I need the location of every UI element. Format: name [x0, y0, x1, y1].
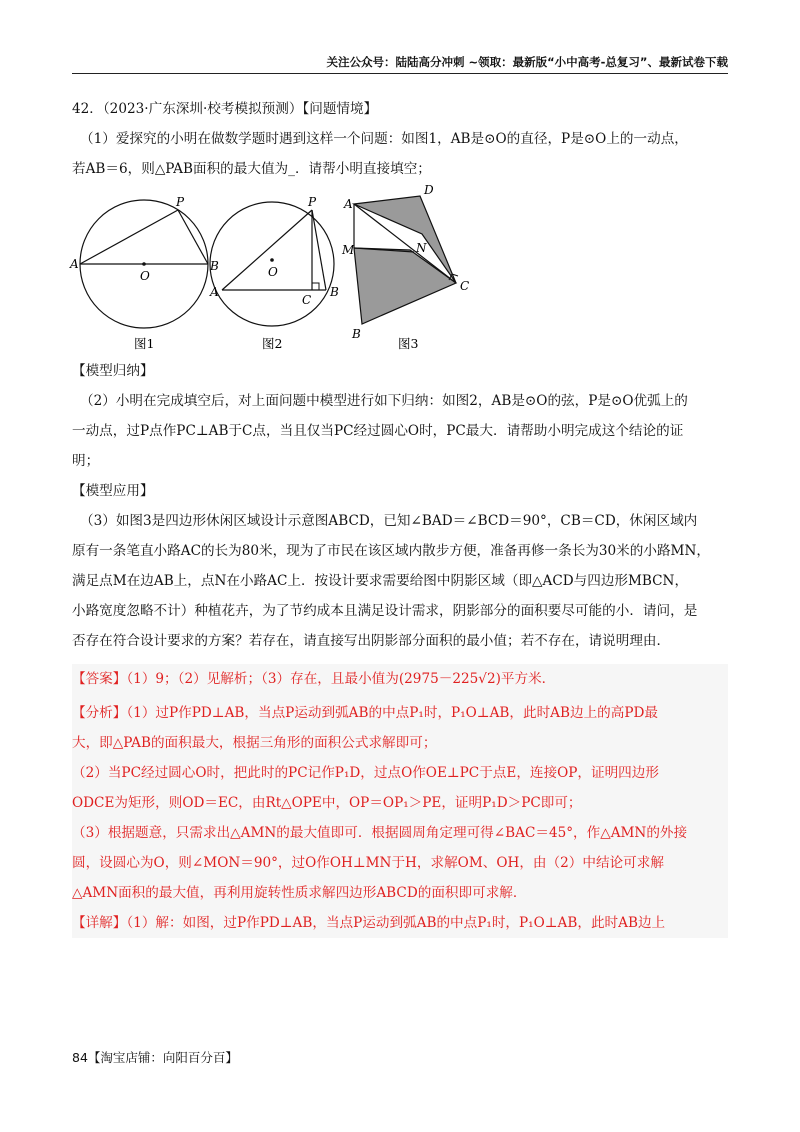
figures-svg: [70, 183, 728, 352]
fig2-right-angle-mark: [312, 283, 319, 290]
section-model-heading: 【模型归纳】: [72, 363, 154, 379]
fig1-label-o: O: [140, 269, 150, 283]
figure-1: [69, 195, 219, 351]
fig2-label-p: P: [308, 195, 317, 209]
fig1-center-dot: [142, 262, 146, 266]
fig1-segment-ap: [80, 210, 178, 264]
page-footer: [72, 1048, 238, 1066]
analysis-line5: （3）根据题意，只需求出△AMN的最大值即可．根据圆周角定理可得∠BAC＝45°，作△AMN的外接: [72, 825, 688, 841]
analysis-line6: 圆，设圆心为O，则∠MON＝90°，过O作OH⊥MN于H，求解OM、OH，由（2）中结论可求解: [72, 855, 664, 871]
part3-line4: 小路宽度忽略不计）种植花卉，为了节约成本且满足设计需求，阴影部分的面积要尽可能的小．请问，是: [72, 603, 698, 619]
analysis-line3: （2）当PC经过圆心O时，把此时的PC记作P₁D，过点O作OE⊥PC于点E，连接OP，证明四边形: [72, 765, 659, 781]
header-divider: [72, 73, 728, 74]
part3-line5: 否存在符合设计要求的方案？若存在，请直接写出阴影部分面积的最小值；若不存在，请说明理由．: [72, 633, 671, 649]
fig3-label-b: B: [352, 327, 361, 341]
figure-3: [341, 183, 469, 351]
header-text: 关注公众号：陆陆高分冲刺 ~领取：最新版“小中高考-总复习”、最新试卷下载: [326, 55, 728, 69]
page-content: [72, 94, 728, 938]
fig1-label-p: P: [176, 195, 185, 209]
footer-text: 84【淘宝店铺：向阳百分百】: [72, 1050, 238, 1065]
analysis-line2: 大，即△PAB的面积最大，根据三角形的面积公式求解即可；: [72, 735, 437, 751]
analysis-line1: 【分析】（1）过P作PD⊥AB，当点P运动到弧AB的中点P₁时，P₁O⊥AB，此时AB边上的高PD最: [72, 705, 658, 721]
fig3-label-d: D: [424, 183, 434, 197]
fig2-segment-ap: [222, 210, 312, 290]
analysis-line4: ODCE为矩形，则OD＝EC，由Rt△OPE中，OP＝OP₁＞PE，证明P₁D＞PC即可；: [72, 795, 582, 811]
part1-line1: （1）爱探究的小明在做数学题时遇到这样一个问题：如图1，AB是⊙O的直径，P是⊙O上的一动点，: [80, 131, 688, 147]
part2-line2: 一动点，过P点作PC⊥AB于C点，当且仅当PC经过圆心O时，PC最大．请帮助小明完成这个结论的证: [72, 423, 684, 439]
fig3-label-c: C: [460, 279, 470, 293]
answer-line: 【答案】（1）9；（2）见解析；（3）存在，且最小值为(2975－225√2)平方米．: [72, 671, 556, 687]
fig3-caption: 图3: [398, 336, 419, 351]
fig2-center-dot: [270, 258, 274, 262]
figure-2: [209, 195, 339, 351]
section-apply-heading: 【模型应用】: [72, 483, 154, 499]
fig2-label-c: C: [302, 293, 312, 307]
fig2-label-b: B: [330, 285, 339, 299]
fig2-segment-pb: [312, 210, 326, 290]
solution-block: [72, 664, 728, 938]
figures: [70, 183, 728, 352]
fig1-caption: 图1: [134, 336, 155, 351]
part2-line1: （2）小明在完成填空后，对上面问题中模型进行如下归纳：如图2，AB是⊙O的弦，P是⊙O优弧上的: [80, 393, 688, 409]
fig2-caption: 图2: [262, 336, 283, 351]
fig3-label-m: M: [342, 243, 355, 257]
fig1-label-b: B: [210, 259, 219, 273]
analysis-line7: △AMN面积的最大值，再利用旋转性质求解四边形ABCD的面积即可求解．: [72, 885, 527, 901]
part3-line3: 满足点M在边AB上，点N在小路AC上．按设计要求需要给图中阴影区域（即△ACD与四边形MBCN，: [72, 573, 689, 589]
fig3-label-n: N: [416, 241, 427, 255]
fig1-segment-pb: [178, 210, 208, 264]
part3-line2: 原有一条笔直小路AC的长为80米，现为了市民在该区域内散步方便，准备再修一条长为30米的小路MN，: [72, 543, 710, 559]
part1-line2: 若AB＝6，则△PAB面积的最大值为_．请帮小明直接填空；: [72, 161, 431, 177]
problem-number-line: 42．（2023·广东深圳·校考模拟预测）【问题情境】: [72, 101, 378, 117]
fig2-label-a: A: [210, 285, 219, 299]
page-header: [72, 54, 728, 74]
part2-line3: 明；: [72, 453, 100, 469]
detail-line1: 【详解】（1）解：如图，过P作PD⊥AB，当点P运动到弧AB的中点P₁时，P₁O⊥AB，此时AB边上: [72, 915, 666, 931]
part3-line1: （3）如图3是四边形休闲区域设计示意图ABCD，已知∠BAD＝∠BCD＝90°，CB＝CD，休闲区域内: [80, 513, 698, 529]
fig3-label-a: A: [344, 197, 353, 211]
fig1-label-a: A: [70, 257, 79, 271]
fig2-circle: [210, 202, 334, 326]
fig2-label-o: O: [268, 265, 278, 279]
